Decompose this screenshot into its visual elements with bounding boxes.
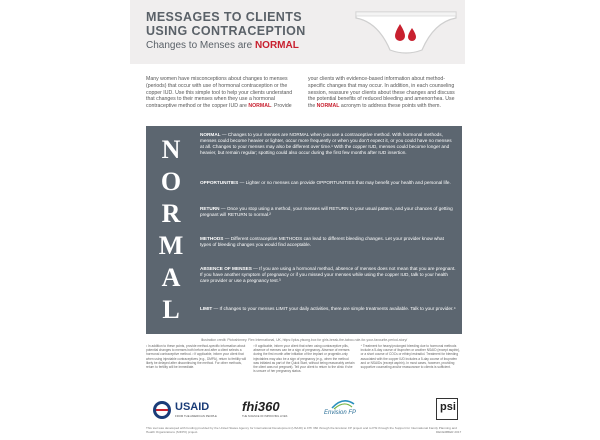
intro-paragraph bbox=[146, 76, 456, 110]
acronym-text: — Changes to your menses are NORMAL when you use a contraceptive method. With hormonal methods, menses could become heavier or lighter, occur more frequently or when you don't expect it, or you could have no menses at all. Changes to your menses may also be different over time.¹ With the copper IUD, menses could become longer and heavier, but remain regular; spotting could also occur during the first few months after IUD insertion. bbox=[200, 132, 452, 155]
footnote-column: ³ If applicable, inform your client that when using contraceptive pills, absence of menses can be a sign of pregnancy. Absence of menses during the first month after initiation of the implant or progestin-only injectables may also be a sign of pregnancy (e.g., when the method was initiated as part of the Quick Start, without being reasonably certain the client was not pregnant). Tell your client to return to the clinic if she is unsure of her pregnancy status. bbox=[253, 344, 355, 374]
envision-swoosh-icon bbox=[330, 398, 356, 410]
illustration-credit: Illustration credit: Pictoshinney. Flex International, UK, https://plus.ytsong.box for girls-break-the-taboo-rule-for-your-favourite-period-story/ bbox=[200, 338, 408, 342]
psi-wordmark: psi bbox=[440, 401, 456, 413]
intro-text-1: Many women have misconceptions about changes to menses (periods) that occur with use of hormonal contraception or the copper IUD. Use this simple tool to help your clients understand that changes to their menses when they use a hormonal contraceptive method or the copper IUD are bbox=[146, 76, 293, 110]
footnotes bbox=[146, 344, 462, 373]
acronym-item-absence bbox=[200, 266, 456, 284]
psi-logo bbox=[436, 398, 458, 420]
title-line-2: USING CONTRACEPTION bbox=[146, 24, 306, 38]
acronym-item-methods bbox=[200, 236, 456, 248]
usaid-seal-icon bbox=[152, 400, 172, 420]
acronym-item-limit bbox=[200, 306, 456, 312]
letter-o: O bbox=[160, 167, 182, 196]
intro-emphasis-2: NORMAL bbox=[316, 103, 340, 110]
subtitle-prefix: Changes to Menses are bbox=[146, 40, 255, 51]
intro-emphasis-1: NORMAL bbox=[248, 103, 272, 110]
page-subtitle bbox=[146, 40, 299, 51]
funding-note: This tool was developed with funding provided by the United States Agency for International Development (USAID) to FHI 360 through the Envision FP project and to PSI through the Support for International Family Planning and Health Organizations (SIFPO) project. bbox=[146, 426, 457, 434]
usaid-logo bbox=[152, 398, 216, 422]
letter-n: N bbox=[161, 135, 181, 164]
acronym-item-opportunities bbox=[200, 180, 456, 186]
acronym-item-normal bbox=[200, 132, 456, 156]
intro-text-3: acronym to address these points with them. bbox=[339, 103, 441, 110]
letter-m: M bbox=[158, 231, 184, 260]
fhi360-wordmark: fhi360 bbox=[242, 399, 280, 414]
title-line-1: MESSAGES TO CLIENTS bbox=[146, 10, 303, 24]
intro-text-2: . Provide your clients with evidence-based information about method-specific changes that may occur. In addition, in each counseling session, reassure your clients about these changes and discuss the potential benefits of reduced bleeding and amenorrhea. Use the bbox=[271, 76, 455, 110]
letter-a: A bbox=[161, 263, 181, 292]
acronym-term: ABSENCE OF MENSES bbox=[200, 266, 252, 271]
envision-wordmark: Envision FP bbox=[324, 410, 357, 416]
acronym-text: — Lighter or no menses can provide OPPORTUNITIES that may benefit your health and personal life. bbox=[238, 180, 451, 185]
partner-logos bbox=[146, 398, 466, 422]
acronym-item-return bbox=[200, 206, 456, 218]
page-title bbox=[146, 10, 306, 38]
acronym-text: — If you are using a hormonal method, absence of menses does not mean that you are pregnant. If you have another symptom of pregnancy or if you missed your menses while using the copper IUD, talk to your health care provider or use a pregnancy test.³ bbox=[200, 266, 456, 283]
acronym-term: METHODS bbox=[200, 236, 224, 241]
fhi360-tagline: THE SCIENCE OF IMPROVING LIVES bbox=[242, 415, 288, 418]
acronym-term: RETURN bbox=[200, 206, 220, 211]
letter-l: L bbox=[162, 295, 180, 324]
letter-r: R bbox=[161, 199, 181, 228]
acronym-text: — If changes to your menses LIMIT your daily activities, there are simple treatments available. Talk to your provider.⁴ bbox=[212, 306, 456, 311]
footnote-column: ¹ In addition to these points, provide method-specific information about potential changes to menses both before and after a client selects a hormonal contraceptive method. ² If applicable, inform your client that when using injectable contraceptives (e.g., DMPA), return to fertility will likely be delayed after discontinuing the method. For other methods, return to fertility will be immediate. bbox=[146, 344, 247, 370]
normal-acronym-panel bbox=[146, 126, 462, 334]
usaid-wordmark: USAID bbox=[175, 401, 210, 413]
subtitle-emphasis: NORMAL bbox=[254, 40, 299, 51]
footnote-column: ⁴ Treatment for heavy/prolonged bleeding due to hormonal methods include a 5-day course of ibuprofen or another NSAID (except aspirin), or a short course of COCs or ethinyl estradiol. Treatment for bleeding associated with the copper IUD includes a 5-day course of ibuprofen and or NSAIDs (except aspirin). In most cases, however, providing supportive counseling and/or reassurance to clients is sufficient. bbox=[360, 344, 461, 370]
publication-date: DECEMBER 2017 bbox=[436, 430, 462, 434]
fhi360-logo bbox=[242, 398, 296, 422]
acronym-term: OPPORTUNITIES bbox=[200, 180, 239, 185]
underwear-illustration bbox=[352, 6, 460, 58]
usaid-tagline: FROM THE AMERICAN PEOPLE bbox=[175, 414, 217, 418]
acronym-term: LIMIT bbox=[200, 306, 213, 311]
envision-fp-logo bbox=[324, 398, 384, 422]
acronym-term: NORMAL bbox=[200, 132, 221, 137]
acronym-text: — Once you stop using a method, your menses will RETURN to your usual pattern, and your chances of getting pregnant will RETURN to normal.² bbox=[200, 206, 453, 217]
acronym-text: — Different contraceptive METHODS can lead to different bleeding changes. Let your provider know what types of bleeding changes you would find acceptable. bbox=[200, 236, 444, 247]
